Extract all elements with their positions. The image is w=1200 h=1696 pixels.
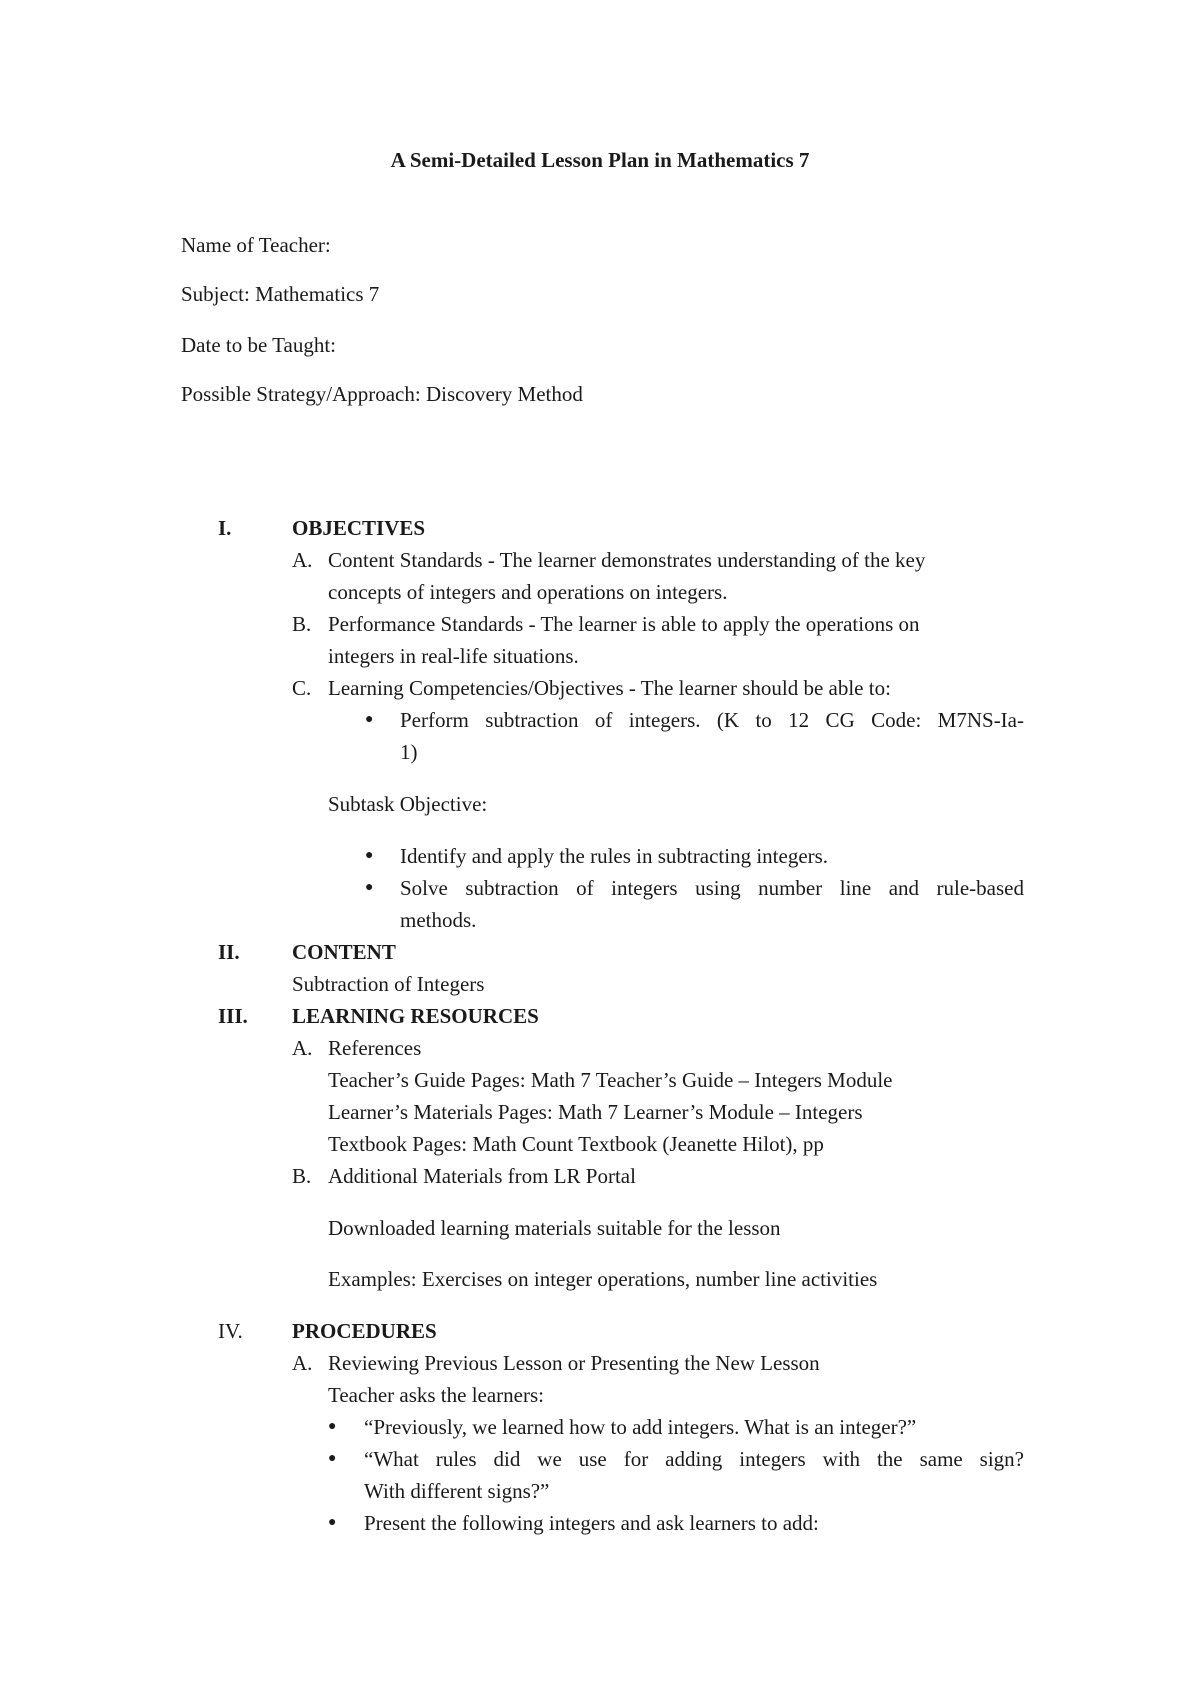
section-numeral-content: II. (218, 940, 240, 964)
objective-a-letter: A. (292, 548, 313, 572)
section-numeral-resources: III. (218, 1004, 248, 1028)
objective-b-line1: Performance Standards - The learner is able to apply the operations on (328, 612, 920, 636)
section-numeral-procedures: IV. (218, 1319, 243, 1343)
review-question-3: Present the following integers and ask learners to add: (364, 1511, 819, 1535)
page-title: A Semi-Detailed Lesson Plan in Mathematics 7 (390, 148, 810, 172)
subtask-item-2-line2: methods. (400, 908, 477, 932)
procedures-a-letter: A. (292, 1351, 313, 1375)
reference-teachers-guide: Teacher’s Guide Pages: Math 7 Teacher’s Guide – Integers Module (328, 1068, 893, 1092)
bullet-icon: ● (365, 712, 374, 727)
additional-materials-examples: Examples: Exercises on integer operations, number line activities (328, 1267, 878, 1291)
bullet-icon: ● (328, 1419, 337, 1434)
section-heading-procedures: PROCEDURES (292, 1319, 437, 1343)
bullet-icon: ● (328, 1451, 337, 1466)
objective-b-letter: B. (292, 612, 312, 636)
section-heading-resources: LEARNING RESOURCES (292, 1004, 539, 1028)
review-question-1: “Previously, we learned how to add integers. What is an integer?” (364, 1415, 917, 1439)
section-numeral-objectives: I. (218, 516, 232, 540)
resources-b-label: Additional Materials from LR Portal (328, 1164, 636, 1188)
bullet-icon: ● (328, 1515, 337, 1530)
strategy-line: Possible Strategy/Approach: Discovery Method (181, 382, 583, 406)
resources-a-letter: A. (292, 1036, 313, 1060)
resources-b-letter: B. (292, 1164, 312, 1188)
competency-line1: Perform subtraction of integers. (K to 12 CG Code: M7NS-Ia- (400, 708, 1024, 732)
subtask-item-2-line1: Solve subtraction of integers using number line and rule-based (400, 876, 1024, 900)
bullet-icon: ● (365, 880, 374, 895)
reference-learners-materials: Learner’s Materials Pages: Math 7 Learner’s Module – Integers (328, 1100, 863, 1124)
additional-materials-text: Downloaded learning materials suitable for the lesson (328, 1216, 781, 1240)
objective-b-line2: integers in real-life situations. (328, 644, 579, 668)
reference-textbook: Textbook Pages: Math Count Textbook (Jeanette Hilot), pp (328, 1132, 824, 1156)
section-heading-content: CONTENT (292, 940, 396, 964)
review-question-2-line1: “What rules did we use for adding integers with the same sign? (364, 1447, 1024, 1471)
resources-a-label: References (328, 1036, 422, 1060)
section-heading-objectives: OBJECTIVES (292, 516, 426, 540)
objective-c-letter: C. (292, 676, 312, 700)
objective-c-line1: Learning Competencies/Objectives - The learner should be able to: (328, 676, 891, 700)
procedures-a-label: Reviewing Previous Lesson or Presenting the New Lesson (328, 1351, 820, 1375)
content-text: Subtraction of Integers (292, 972, 485, 996)
procedures-a-intro: Teacher asks the learners: (328, 1383, 544, 1407)
subject-line: Subject: Mathematics 7 (181, 282, 380, 306)
review-question-2-line2: With different signs?” (364, 1479, 550, 1503)
bullet-icon: ● (365, 848, 374, 863)
objective-a-line1: Content Standards - The learner demonstrates understanding of the key (328, 548, 926, 572)
date-line: Date to be Taught: (181, 333, 337, 357)
teacher-name-line: Name of Teacher: (181, 233, 331, 257)
subtask-item-1: Identify and apply the rules in subtracting integers. (400, 844, 829, 868)
objective-a-line2: concepts of integers and operations on integers. (328, 580, 728, 604)
subtask-label: Subtask Objective: (328, 792, 488, 816)
competency-line2: 1) (400, 740, 418, 764)
